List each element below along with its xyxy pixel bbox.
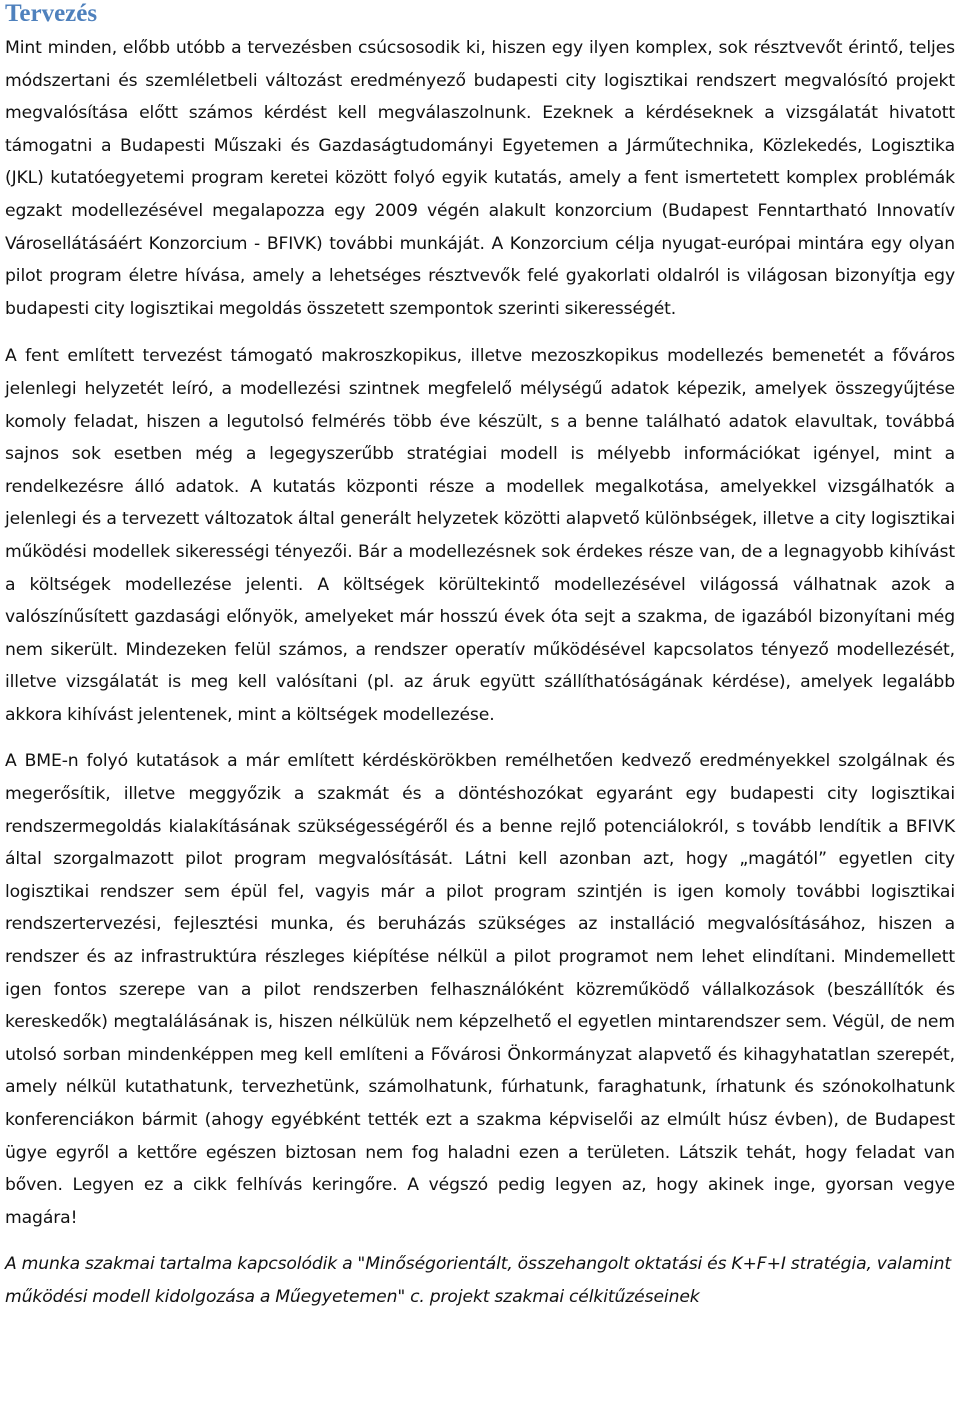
document-page <box>5 0 955 1314</box>
section-heading: Tervezés <box>5 0 98 27</box>
paragraph-bme-research: A BME-n folyó kutatások a már említett kérdéskörökben remélhetően kedvező eredményekkel szolgálnak és megerősítik, illetve meggyőzik a szakmát és a döntéshozókat egyaránt egy budapesti city logisztikai rendszermegoldás kialakításának szükségességéről és a benne rejlő potenciálokról, s tovább lendítik a BFIVK által szorgalmazott pilot program megvalósítását. Látni kell azonban azt, hogy „magától” egyetlen city logisztikai rendszer sem épül fel, vagyis már a pilot program szintjén is igen komoly további logisztikai rendszertervezési, fejlesztési munka, és beruházás szükséges az installáció megvalósításához, hiszen a rendszer és az infrastruktúra részleges kiépítése nélkül a pilot programot nem lehet elindítani. Mindemellett igen fontos szerepe van a pilot rendszerben felhasználóként közreműködő vállalkozások (beszállítók és kereskedők) megtalálásának is, hiszen nélkülük nem képzelhető el egyetlen mintarendszer sem. Végül, de nem utolsó sorban mindenképpen meg kell említeni a Fővárosi Önkormányzat alapvető és kihagyhatatlan szerepét, amely nélkül kutathatunk, tervezhetünk, számolhatunk, fúrhatunk, faraghatunk, írhatunk és szónokolhatunk konferenciákon bármit (ahogy egyébként tették ezt a szakma képviselői az elmúlt húsz évben), de Budapest ügye egyről a kettőre egészen biztosan nem fog haladni ezen a területen. Látszik tehát, hogy feladat van bőven. Legyen ez a cikk felhívás keringőre. A végszó pedig legyen az, hogy akinek inge, gyorsan vegye magára! <box>5 751 955 1228</box>
paragraph-planning-intro: Mint minden, előbb utóbb a tervezésben csúcsosodik ki, hiszen egy ilyen komplex, sok résztvevőt érintő, teljes módszertani és szemléletbeli változást eredményező budapesti city logisztikai rendszert megvalósító projekt megvalósítása előtt számos kérdést kell megválaszolnunk. Ezeknek a kérdéseknek a vizsgálatát hivatott támogatni a Budapesti Műszaki és Gazdaságtudományi Egyetemen a Járműtechnika, Közlekedés, Logisztika (JKL) kutatóegyetemi program keretei között folyó egyik kutatás, amely a fent ismertetett komplex problémák egzakt modellezésével megalapozza egy 2009 végén alakult konzorcium (Budapest Fenntartható Innovatív Városellátásáért Konzorcium - BFIVK) további munkáját. A Konzorcium célja nyugat-európai mintára egy olyan pilot program életre hívása, amely a lehetséges résztvevők felé gyakorlati oldalról is világosan bizonyítja egy budapesti city logisztikai megoldás összetett szempontok szerinti sikerességét. <box>5 38 955 319</box>
footnote-project-note: A munka szakmai tartalma kapcsolódik a "Minőségorientált, összehangolt oktatási és K+F+I stratégia, valamint működési modell kidolgozása a Műegyetemen" c. projekt szakmai célkitűzéseinek <box>5 1254 951 1307</box>
paragraph-modelling: A fent említett tervezést támogató makroszkopikus, illetve mezoszkopikus modellezés bemenetét a főváros jelenlegi helyzetét leíró, a modellezési szintnek megfelelő mélységű adatok képezik, amelyek összegyűjtése komoly feladat, hiszen a legutolsó felmérés több éve készült, s a benne található adatok elavultak, továbbá sajnos sok esetben még a legegyszerűbb stratégiai modell is mélyebb információkat igényel, mint a rendelkezésre álló adatok. A kutatás központi része a modellek megalkotása, amelyekkel vizsgálhatók a jelenlegi és a tervezett változatok által generált helyzetek közötti alapvető különbségek, illetve a city logisztikai működési modellek sikerességi tényezői. Bár a modellezésnek sok érdekes része van, de a legnagyobb kihívást a költségek modellezése jelenti. A költségek körültekintő modellezésével világossá válhatnak azok a valószínűsített gazdasági előnyök, amelyeket már hosszú évek óta sejt a szakma, de igazából bizonyítani még nem sikerült. Mindezeken felül számos, a rendszer operatív működésével kapcsolatos tényező modellezését, illetve vizsgálatát is meg kell valósítani (pl. az áruk együtt szállíthatóságának kérdése), amelyek legalább akkora kihívást jelentenek, mint a költségek modellezése. <box>5 346 955 725</box>
